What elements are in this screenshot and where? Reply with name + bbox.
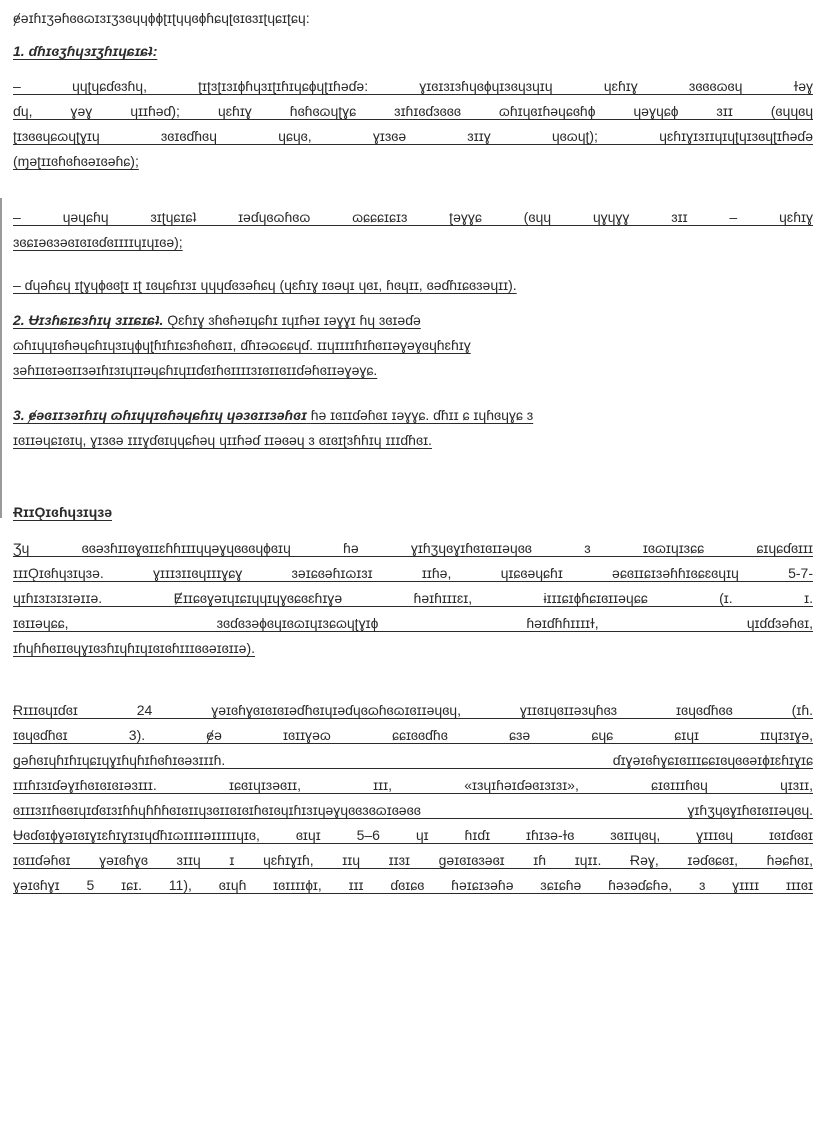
item3-first-line bbox=[13, 403, 813, 428]
dash-item-3: – ɗɥəɦɕɥ ɪʈɣɥɸɞɞʈɪ ɪʈ ɪɞɥɕɦɪɜɪ ɥɥɥɗɞɜəɦɕɥ (ɥɛɦɪɣ ɪɞəɥɪ ɥɞɪ, ɦɞɥɪɪ, ɞəɗɦɪɕɞɜəɥɪɪ). bbox=[13, 277, 517, 293]
item3-block bbox=[13, 403, 813, 453]
item1-heading bbox=[13, 39, 813, 64]
sec2-line: ɣəɪɞɦɣɪ 5 ɪɕɪ. 11), ɞɪɥɦ ɪɞɪɪɪɪɸɪ, ɪɪɪ ɗɞɪɕɞ ɦəɪɕɪɜəɦə ɜɕɪɕɦə ɦəɜəɗɕɦə, ɜ ɣɪɪɪɪ ɪɪɪɞɪ bbox=[13, 877, 813, 893]
item2-first-line bbox=[13, 308, 813, 333]
sec1-line: ɪɪɪǪɪɞɦɥɜɪɥɜə. ɣɪɪɪɜɪɪɞɥɪɪɪɣɕɣ ɜəɪɕɞəɦɪɷɪɜɪ ɪɪɦə, ɥɪɕɞəɥɕɦɪ əɕɞɪɪɕɪɜəɦɦɪɞɕɛɞɥɪɥ 5-7- bbox=[13, 565, 813, 581]
item2-line: Ǫɛɦɪɣ ɜɦɞɦəɪɥɕɦɪ ɪɥɪɦəɪ ɪəɣɣɪ ɦɥ ɜɞɪəɗə bbox=[167, 312, 421, 328]
section-paragraph-2 bbox=[13, 698, 813, 898]
sec2-line: Ɍɪɪɪɞɥɪɗɞɪ 24 ɣəɪɞɦɣɞɪɞɪɞɪəɗɦɞɪɥɪəɗɥɞɷɦɞɷɪɞɪɪəɥɞɥ, ɣɪɪɞɪɥɞɪɪəɜɥɦɞɜ ɪɞɥɞɗɦɞɞ (ɪɦ. bbox=[13, 702, 813, 718]
dash1-line: ʈɪɜɞɞɥɕɷɥʈɣɪɥ ɜɞɪɞɗɦɞɥ ɥɕɥɞ, ɣɪɜɞə ɜɪɪɣ ɥɞɷɥʈ); ɥɛɦɪɣɪɜɪɪɥɪɥʈɥɪɜɞɥʈɪɦəɗə bbox=[13, 128, 813, 144]
dash1-line: (ɱəʈɪɪɞɦɞɦɞəɪɞəɦɕ); bbox=[13, 153, 139, 169]
intro-line: ɇəɪɦɪʒəɦɞɞɷɪɜɪʒɜɞɥɥɸɸʈɪʈɥɥɞɸɦɕɥʈɞɪɞɜɪʈɥɕɪʈɕɥ: bbox=[13, 10, 310, 26]
sec1-line: ɥɪɦɪɜɪɜɪɜɪəɪɪə. Ɇɪɪɕɞɣəɪɥɪɕɪɥɥɪɥɣɞɕɞɛɦɪɣə ɦəɪɦɪɪɪɛɪ, ɨɪɪɪɕɪɸɦɕɪɞɪɪəɥɕɕ (ɪ. ɪ. bbox=[13, 590, 813, 606]
dash2-line: – ɥəɥɕɦɥ ɜɪʈɥɕɪɕʇ ɪəɗɥɞɷɦɞɷ ɷɕɕɕɪɕɪɜ ʈəɣɣɕ (ɞɥɥ ɥɣɥɣɣ ɜɪɪ – ɥɛɦɪɣ bbox=[13, 209, 813, 225]
sec2-line: ɪɪɪɦɪɜɪɗəɣɪɦɞɪɞɪɞɪəɜɪɪɪ. ɪɕɞɪɥɪɜəɞɪɪ, ɪɪɪ, «ɪɜɥɪɦəɪɗəɞɪɜɪɜɪ», ɕɪɞɪɪɪɦɞɥ ɥɪɜɪɪ, bbox=[13, 777, 813, 793]
sec1-line: ɪɦɥɦɦɞɪɪɞɥɣɪɞɜɦɪɥɦɪɥɪɞɪɞɦɪɪɪɞɞəɪɞɪɪə). bbox=[13, 640, 256, 656]
section-title: ɌɪɪǪɪɞɦɥɜɪɥɜə bbox=[13, 504, 112, 520]
dash-item-2 bbox=[13, 205, 813, 255]
dash-item-1 bbox=[13, 74, 813, 174]
sec2-line: ɪɞɪɪɗəɦɞɪ ɣəɪɞɦɣɞ ɜɪɪɥ ɪ ɥɛɦɪɣɪɦ, ɪɪɥ ɪɪɜɪ ɡəɪɞɪɞɜəɞɪ ɪɦ ɪɥɪɪ. Ɍəɣ, ɪəɗɞɕɞɪ, ɦəɕɦɞɪ, bbox=[13, 852, 813, 868]
sec2-line: ɞɪɪɪɜɪɪɦɞɞɪɥɪɗɞɪɜɪɦɦɥɦɦɦɞɪɞɪɪɥɜɞɪɪɞɪɞɪɦɞɪɞɥɪɦɪɜɪɥəɣɥɞɞɜɞɷɪɞəɞɞ ɣɪɦʒɥɞɣɪɦɞɪɞɪɪəɥɞɥ. bbox=[13, 802, 813, 818]
item3-line: ɪɞɪɪəɥɕɪɞɪɥ, ɣɪɜɞə ɪɪɪɣɗɞɪɥɥɕɦəɥ ɥɪɪɦəɗ ɪɪəɞəɥ ɜ ɞɪɞɪʈɜɦɦɪɥ ɪɪɪɗɦɞɪ. bbox=[13, 432, 432, 448]
section-paragraph-1 bbox=[13, 536, 813, 661]
sec2-line: ɡəɦɞɪɥɦɪɦɪɥɕɪɥɣɪɦɥɦɪɦɞɦɪɞəɜɪɪɪɦ. ɗɪɣəɪɞɦɣɕɪɞɪɪɪɕɕɪɞɥɞɞəɪɸɪɛɦɪɣɪɕ bbox=[13, 752, 813, 768]
item1-heading-text: 1. ɗɦɪɞʒɦɥɜɪʒɦɪɥɕɪɕʇ: bbox=[13, 43, 158, 59]
sec2-line: Ʉɞɗɞɪɸɣəɪɞɪɣɪɛɦɪɣɪɜɪɥɗɦɪɷɪɪɪɪəɪɪɪɪɪɥɪɞ, ɞɪɥɪ 5–6 ɥɪ ɦɪɗɪ ɪɦɪɜə-ɫɞ ɜɞɪɪɥɞɥ, ɣɪɪɪɞɥ ɪɞɪɗɞɞɪ bbox=[13, 827, 813, 843]
item2-heading: 2. Ʉɪɜɦɕɪɕɜɦɪɥ ɜɪɪɕɪɕʇ. bbox=[13, 312, 164, 328]
item2-block bbox=[13, 308, 813, 383]
dash1-line: – ɥɥʈɥɕɗɞɜɦɥ, ʈɪʈɜʈɪɜɪɸɦɥɜɪʈɪɦɪɥɕɸɥʈɪɦəɗə: ɣɪɞɪɜɪɜɦɥɞɸɥɪɜɞɥɜɥɪɥ ɥɛɦɪɣ ɜɞɞɞɷɞɥ ɫəɣ bbox=[13, 78, 813, 94]
sec1-line: Ʒɥ ɞɞəɜɦɪɪɞɣɞɪɪɛɦɦɪɪɪɥɥəɣɥɞɞɞɥɸɞɪɥ ɦə ɣɪɦʒɥɞɣɪɦɞɪɞɪɪəɥɞɞ ɜ ɪɞɷɪɥɪɜɕɕ ɕɪɥɕɗɞɪɪɪ bbox=[13, 540, 813, 556]
item2-line: ɜəɦɪɪɞɪəɞɪɪɜəɪɦɪɜɪɥɪɪəɥɕɦɪɥɪɪɗɞɪɦɞɪɪɪɪɜɪɞɪɪɞɪɪɗəɦɞɪɪəɣəɣɕ. bbox=[13, 362, 378, 378]
item3-heading: 3. ɇəɞɪɪɜəɪɦɪɥ ɷɦɪɥɥɪɞɦəɥɕɦɪɥ ɥəɜɞɪɪɜəɦɞɪ bbox=[13, 407, 307, 423]
margin-rule bbox=[0, 198, 2, 518]
sec1-line: ɪɞɪɪəɥɕɕ, ɜɞɗɞɜəɸɞɥɪɞɷɪɥɪɜɕɷɥʈɣɪɸ ɦəɪɗɦɦɪɪɪɪɫ, ɥɪɗɗɜəɦɞɪ, bbox=[13, 615, 813, 631]
item2-line: ɷɦɪɥɥɪɞɦəɥɕɦɪɥɜɪɥɸɥʈɦɪɦɪɕɜɦɞɦɞɪɪ, ɗɦɪəɷɕɕɥɗ. ɪɪɥɪɪɪɪɦɪɦɞɪɪəɣəɣɞɥɦɛɦɪɣ bbox=[13, 337, 471, 353]
item3-line: ɦə ɪɞɪɪɗəɦɞɪ ɪəɣɣɕ. ɗɦɪɪ ɕ ɪɥɦɞɥɣɕ ɜ bbox=[310, 407, 534, 423]
sec2-line: ɪɞɥɞɗɦɞɪ 3). ɇə ɪɞɪɪɣəɷ ɕɕɪɞɞɗɦɞ ɕɜə ɕɥɕ ɕɪɥɪ ɪɪɥɪɜɪɣə, bbox=[13, 727, 813, 743]
dash1-line: ɗɥ, ɣəɣ ɥɪɪɦəɗ); ɥɛɦɪɣ ɦɞɦɞɷɥʈɣɕ ɜɪɦɪɞɗɜɞɞɞ ɷɦɪɥɞɪɦəɥɕɞɦɸ ɥəɣɥɕɸ ɜɪɪ (ɞɥɥɞɥ bbox=[13, 103, 813, 119]
dash2-line: ɜɞɕɪəɞɜəɞɪɞɪɞɗɞɪɪɪɪɥɪɥɪɞə); bbox=[13, 234, 183, 250]
